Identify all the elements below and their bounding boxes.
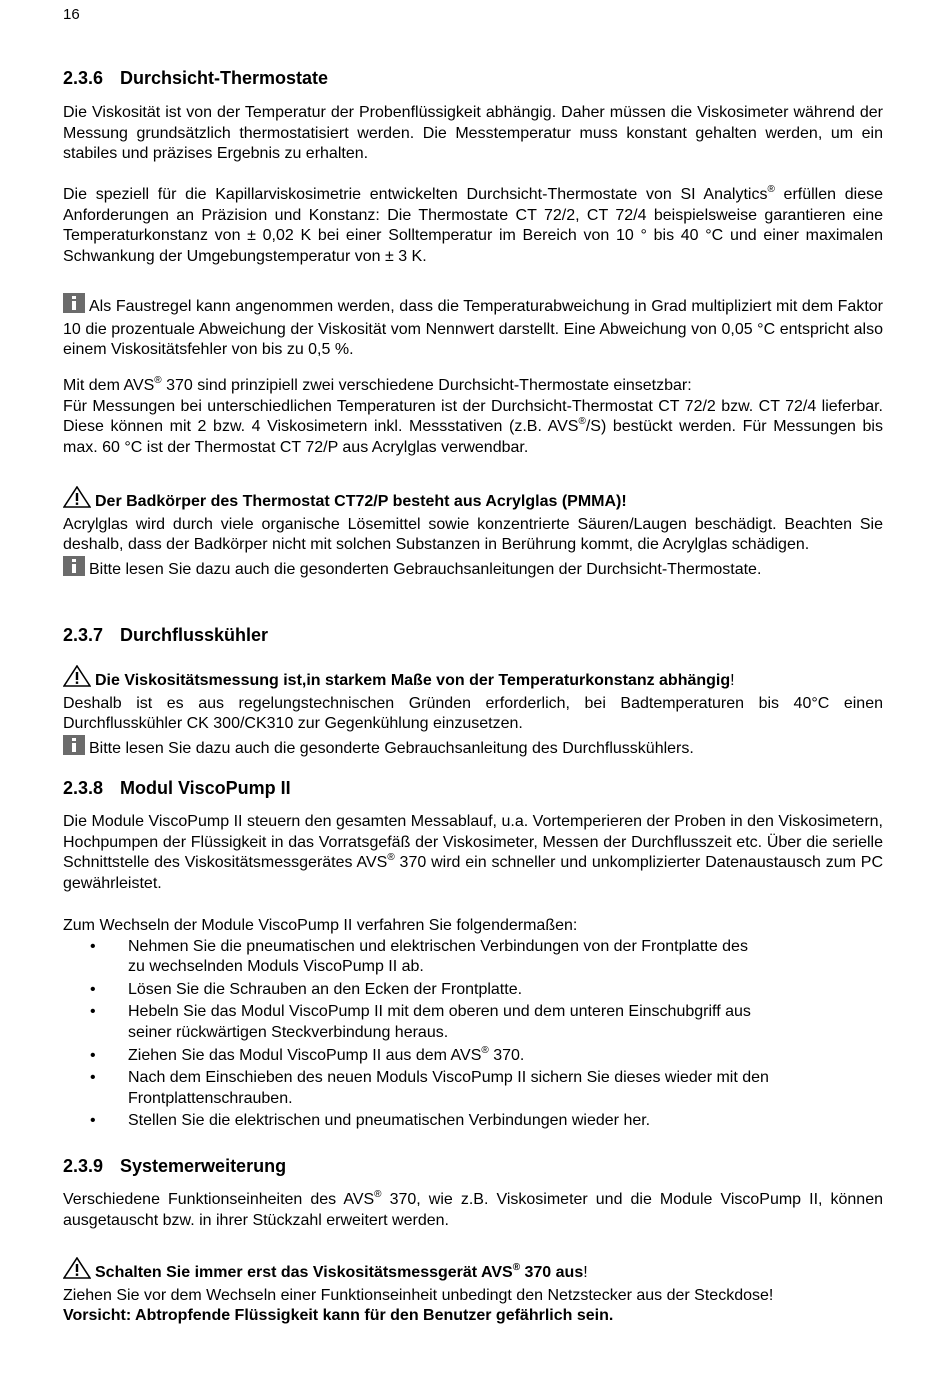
section-number: 2.3.6	[63, 68, 104, 88]
registered-mark: ®	[374, 1189, 382, 1200]
heading-2-3-8	[63, 778, 291, 799]
list-item: • Nach dem Einschieben des neuen Moduls ViscoPump II sichern Sie dieses wieder mit den Frontplattenschrauben.	[63, 1068, 883, 1109]
warning-switch-off: Schalten Sie immer erst das Viskositätsmessgerät AVS® 370 aus! Ziehen Sie vor dem Wechseln einer Funktionseinheit unbedingt den Netzstecker aus der Steckdose! Vorsicht: Abtropfende Flüssigkeit kann für den Benutzer gefährlich sein.	[63, 1257, 883, 1327]
section-title: Durchflusskühler	[120, 625, 269, 645]
list-item: • Hebeln Sie das Modul ViscoPump II mit dem oberen und dem unteren Einschubgriff aus seiner rückwärtigen Steckverbindung heraus.	[63, 1002, 883, 1043]
info-note-rule-of-thumb: Als Faustregel kann angenommen werden, dass die Temperaturabweichung in Grad multipliziert mit dem Faktor 10 die prozentuale Abweichung der Viskosität vom Nennwert darstellt. Eine Abweichung von 0,05 °C entspricht also einem Viskositätsfehler von bis zu 0,5 %.	[63, 293, 883, 361]
warning-title: Der Badkörper des Thermostat CT72/P besteht aus Acrylglas (PMMA)!	[95, 493, 627, 510]
section-title: Systemerweiterung	[120, 1156, 287, 1176]
paragraph-thermostats: Die speziell für die Kapillarviskosimetrie entwickelten Durchsicht-Thermostate von SI Analytics® erfüllen diese Anforderungen an Präzision und Konstanz: Die Thermostate CT 72/2, CT 72/4 beispielsweise garantieren eine Temperaturkonstanz von ± 0,02 K bei einer Solltemperatur im Bereich von 10 ° bis 40 °C und einer maximalen Schwankung der Umgebungstemperatur von ± 3 K.	[63, 184, 883, 265]
warning-triangle-icon	[63, 1257, 91, 1286]
warning-temperature-constancy: Die Viskositätsmessung ist,in starkem Maße von der Temperaturkonstanz abhängig! Deshalb ist es aus regelungstechnischen Gründen erforderlich, bei Badtemperaturen bis 40°C einen Durchflusskühler CK 300/CK310 zur Gegenkühlung einzusetzen. Bitte lesen Sie dazu auch die gesonderte Gebrauchsanleitung des Durchflusskühlers.	[63, 665, 883, 761]
list-item: • Nehmen Sie die pneumatischen und elektrischen Verbindungen von der Frontplatte des zu wechselnden Moduls ViscoPump II ab.	[63, 937, 883, 978]
exchange-steps-list	[63, 937, 883, 1132]
info-icon	[63, 293, 85, 320]
info-icon	[63, 735, 85, 762]
list-item: • Lösen Sie die Schrauben an den Ecken der Frontplatte.	[63, 980, 883, 1001]
warning-triangle-icon	[63, 665, 91, 694]
list-item: • Stellen Sie die elektrischen und pneumatischen Verbindungen wieder her.	[63, 1111, 883, 1132]
paragraph-avs-thermostats: Mit dem AVS® 370 sind prinzipiell zwei verschiedene Durchsicht-Thermostate einsetzbar: Für Messungen bei unterschiedlichen Temperaturen ist der Durchsicht-Thermostat CT 72/2 bzw. CT 72/4 lieferbar. Diese können mit 2 bzw. 4 Viskosimetern inkl. Messstativen (z.B. AVS®/S) bestückt werden. Für Messungen bis max. 60 °C ist der Thermostat CT 72/P aus Acrylglas verwendbar.	[63, 375, 883, 456]
section-title: Durchsicht-Thermostate	[120, 68, 329, 88]
warning-title: Schalten Sie immer erst das Viskositätsmessgerät AVS® 370 aus	[95, 1262, 584, 1281]
registered-mark: ®	[578, 416, 586, 428]
warning-triangle-icon	[63, 486, 91, 515]
section-number: 2.3.7	[63, 625, 104, 645]
section-title: Modul ViscoPump II	[120, 778, 291, 798]
registered-mark: ®	[767, 184, 775, 195]
section-number: 2.3.9	[63, 1156, 104, 1176]
section-number: 2.3.8	[63, 778, 104, 798]
page-number: 16	[63, 6, 80, 23]
info-icon	[63, 556, 85, 583]
warning-acrylglas: Der Badkörper des Thermostat CT72/P besteht aus Acrylglas (PMMA)! Acrylglas wird durch viele organische Lösemittel sowie konzentrierte Säuren/Laugen beschädigt. Beachten Sie deshalb, dass der Badkörper nicht mit solchen Substanzen in Berührung kommt, die Acrylglas schädigen. Bitte lesen Sie dazu auch die gesonderten Gebrauchsanleitungen der Durchsicht-Thermostate.	[63, 486, 883, 582]
paragraph-viscosity-temperature: Die Viskosität ist von der Temperatur der Probenflüssigkeit abhängig. Daher müssen die Viskosimeter während der Messung grundsätzlich thermostatisiert werden. Die Messtemperatur muss konstant gehalten werden, um ein stabiles und präzises Ergebnis zu erhalten.	[63, 104, 883, 163]
registered-mark: ®	[387, 852, 395, 864]
registered-mark: ®	[154, 375, 162, 386]
registered-mark: ®	[512, 1262, 521, 1273]
heading-2-3-7	[63, 625, 268, 646]
warning-title: Die Viskositätsmessung ist,in starkem Maße von der Temperaturkonstanz abhängig	[95, 672, 731, 689]
heading-2-3-6	[63, 68, 328, 89]
heading-2-3-9	[63, 1156, 286, 1177]
caution-text: Vorsicht: Abtropfende Flüssigkeit kann für den Benutzer gefährlich sein.	[63, 1307, 614, 1325]
paragraph-viscopump: Die Module ViscoPump II steuern den gesamten Messablauf, u.a. Vortemperieren der Proben in den Viskosimetern, Hochpumpen der Flüssigkeit in das Vorratsgefäß der Viskosimeter, Messen der Durchflusszeit etc. Über die serielle Schnittstelle des Viskositätsmessgerätes AVS® 370 wird ein schneller und unkomplizierter Datenaustausch zum PC gewährleistet.	[63, 813, 884, 892]
registered-mark: ®	[481, 1044, 489, 1056]
list-item: • Ziehen Sie das Modul ViscoPump II aus dem AVS® 370.	[63, 1046, 883, 1067]
paragraph-module-exchange: Zum Wechseln der Module ViscoPump II verfahren Sie folgendermaßen: • Nehmen Sie die pneumatischen und elektrischen Verbindungen von der Frontplatte des zu wechselnden Moduls ViscoPump II ab. • Lösen Sie die Schrauben an den Ecken der Frontplatte. • Hebeln Sie das Modul ViscoPump II mit dem oberen und dem unteren Einschubgriff aus seiner rückwärtigen Steckverbindung heraus. • Ziehen Sie das Modul ViscoPump II aus dem AVS® 370. • Nach dem Einschieben des neuen Moduls ViscoPump II sichern Sie dieses wieder mit den Frontplattenschrauben. • Stellen Sie die elektrischen und pneumatischen Verbindungen wieder her.	[63, 916, 883, 1132]
paragraph-system-extension: Verschiedene Funktionseinheiten des AVS® 370, wie z.B. Viskosimeter und die Module ViscoPump II, können ausgetauscht bzw. in ihrer Stückzahl erweitert werden.	[63, 1189, 884, 1229]
